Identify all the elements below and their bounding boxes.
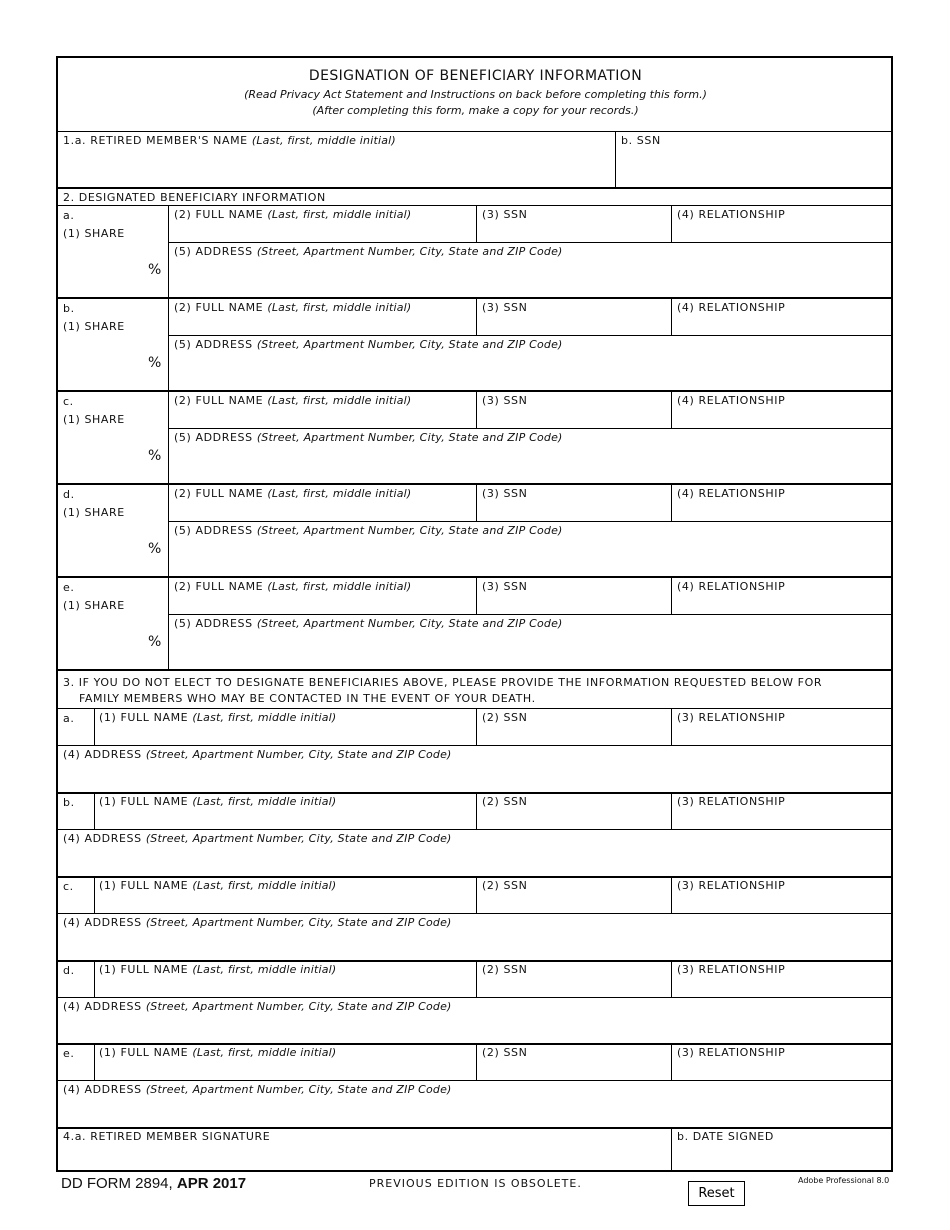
form-instructions: (Read Privacy Act Statement and Instructions on back before completing this form.) xyxy=(244,88,707,101)
family-address-label: (4) ADDRESS (Street, Apartment Number, City, State and ZIP Code) xyxy=(63,832,452,845)
beneficiary-address-input[interactable] xyxy=(169,538,893,575)
family-name-input[interactable] xyxy=(95,809,475,828)
edition-note: PREVIOUS EDITION IS OBSOLETE. xyxy=(369,1177,582,1190)
beneficiary-letter: b. xyxy=(63,302,75,315)
family-relationship-input[interactable] xyxy=(672,809,893,828)
family-name-label: (1) FULL NAME (Last, first, middle initial) xyxy=(99,963,337,976)
percent-sign: % xyxy=(148,448,162,464)
beneficiary-address-label: (5) ADDRESS (Street, Apartment Number, City, State and ZIP Code) xyxy=(174,338,563,351)
family-address-input[interactable] xyxy=(59,846,893,874)
beneficiary-address-input[interactable] xyxy=(169,352,893,389)
family-member-letter: a. xyxy=(63,712,75,725)
percent-sign: % xyxy=(148,262,162,278)
beneficiary-address-input[interactable] xyxy=(169,259,893,296)
beneficiary-ssn-label: (3) SSN xyxy=(482,208,528,221)
family-member-letter: c. xyxy=(63,880,74,893)
family-relationship-label: (3) RELATIONSHIP xyxy=(677,879,786,892)
family-member-letter: d. xyxy=(63,964,75,977)
beneficiary-letter: e. xyxy=(63,581,75,594)
family-name-label: (1) FULL NAME (Last, first, middle initial) xyxy=(99,795,337,808)
signature-label: 4.a. RETIRED MEMBER SIGNATURE xyxy=(63,1130,271,1143)
beneficiary-letter: c. xyxy=(63,395,74,408)
family-ssn-label: (2) SSN xyxy=(482,879,528,892)
share-label: (1) SHARE xyxy=(63,227,125,240)
beneficiary-relationship-label: (4) RELATIONSHIP xyxy=(677,301,786,314)
beneficiary-address-label: (5) ADDRESS (Street, Apartment Number, City, State and ZIP Code) xyxy=(174,245,563,258)
family-relationship-label: (3) RELATIONSHIP xyxy=(677,1046,786,1059)
family-relationship-input[interactable] xyxy=(672,1060,893,1079)
family-ssn-input[interactable] xyxy=(477,977,670,996)
beneficiary-address-label: (5) ADDRESS (Street, Apartment Number, City, State and ZIP Code) xyxy=(174,617,563,630)
beneficiary-ssn-input[interactable] xyxy=(477,315,670,334)
family-relationship-label: (3) RELATIONSHIP xyxy=(677,795,786,808)
family-address-input[interactable] xyxy=(59,762,893,790)
family-relationship-input[interactable] xyxy=(672,725,893,744)
signature-field[interactable] xyxy=(58,1144,670,1171)
reset-button[interactable]: Reset xyxy=(688,1181,745,1206)
share-label: (1) SHARE xyxy=(63,599,125,612)
family-name-label: (1) FULL NAME (Last, first, middle initial) xyxy=(99,711,337,724)
beneficiary-relationship-label: (4) RELATIONSHIP xyxy=(677,487,786,500)
family-address-input[interactable] xyxy=(59,1097,893,1125)
family-name-input[interactable] xyxy=(95,977,475,996)
beneficiary-name-input[interactable] xyxy=(169,315,475,334)
software-note: Adobe Professional 8.0 xyxy=(798,1176,890,1185)
family-name-input[interactable] xyxy=(95,893,475,912)
beneficiary-address-input[interactable] xyxy=(169,631,893,668)
beneficiary-relationship-input[interactable] xyxy=(672,408,893,427)
beneficiary-name-input[interactable] xyxy=(169,594,475,613)
share-label: (1) SHARE xyxy=(63,506,125,519)
retired-member-name-label: 1.a. RETIRED MEMBER'S NAME (Last, first, middle initial) xyxy=(63,134,396,147)
share-label: (1) SHARE xyxy=(63,320,125,333)
share-label: (1) SHARE xyxy=(63,413,125,426)
section3-heading-line1: 3. IF YOU DO NOT ELECT TO DESIGNATE BENEFICIARIES ABOVE, PLEASE PROVIDE THE INFORMATION REQUESTED BELOW FOR xyxy=(63,676,823,689)
family-name-input[interactable] xyxy=(95,725,475,744)
form-number: DD FORM 2894, APR 2017 xyxy=(61,1175,247,1192)
section2-heading: 2. DESIGNATED BENEFICIARY INFORMATION xyxy=(63,191,326,204)
beneficiary-relationship-label: (4) RELATIONSHIP xyxy=(677,394,786,407)
beneficiary-letter: a. xyxy=(63,209,75,222)
beneficiary-ssn-label: (3) SSN xyxy=(482,394,528,407)
family-member-letter: e. xyxy=(63,1047,75,1060)
beneficiary-ssn-label: (3) SSN xyxy=(482,580,528,593)
beneficiary-name-input[interactable] xyxy=(169,501,475,520)
beneficiary-ssn-label: (3) SSN xyxy=(482,301,528,314)
family-address-label: (4) ADDRESS (Street, Apartment Number, City, State and ZIP Code) xyxy=(63,1083,452,1096)
beneficiary-letter: d. xyxy=(63,488,75,501)
member-ssn-label: b. SSN xyxy=(621,134,661,147)
section3-heading-line2: FAMILY MEMBERS WHO MAY BE CONTACTED IN THE EVENT OF YOUR DEATH. xyxy=(79,692,536,705)
beneficiary-ssn-input[interactable] xyxy=(477,594,670,613)
family-ssn-label: (2) SSN xyxy=(482,711,528,724)
share-input[interactable] xyxy=(60,334,164,386)
percent-sign: % xyxy=(148,541,162,557)
share-input[interactable] xyxy=(60,613,164,665)
form-title: DESIGNATION OF BENEFICIARY INFORMATION xyxy=(308,68,643,84)
member-ssn-field[interactable] xyxy=(616,148,893,186)
percent-sign: % xyxy=(148,634,162,650)
beneficiary-name-input[interactable] xyxy=(169,222,475,241)
beneficiary-relationship-input[interactable] xyxy=(672,501,893,520)
family-address-label: (4) ADDRESS (Street, Apartment Number, City, State and ZIP Code) xyxy=(63,748,452,761)
beneficiary-address-input[interactable] xyxy=(169,445,893,482)
beneficiary-name-label: (2) FULL NAME (Last, first, middle initial) xyxy=(174,487,412,500)
beneficiary-ssn-input[interactable] xyxy=(477,222,670,241)
family-relationship-label: (3) RELATIONSHIP xyxy=(677,963,786,976)
family-relationship-input[interactable] xyxy=(672,977,893,996)
family-ssn-label: (2) SSN xyxy=(482,1046,528,1059)
beneficiary-relationship-label: (4) RELATIONSHIP xyxy=(677,580,786,593)
share-input[interactable] xyxy=(60,241,164,293)
beneficiary-relationship-label: (4) RELATIONSHIP xyxy=(677,208,786,221)
family-ssn-input[interactable] xyxy=(477,893,670,912)
family-address-label: (4) ADDRESS (Street, Apartment Number, City, State and ZIP Code) xyxy=(63,1000,452,1013)
family-relationship-label: (3) RELATIONSHIP xyxy=(677,711,786,724)
beneficiary-name-label: (2) FULL NAME (Last, first, middle initial) xyxy=(174,580,412,593)
family-name-label: (1) FULL NAME (Last, first, middle initial) xyxy=(99,879,337,892)
beneficiary-ssn-input[interactable] xyxy=(477,408,670,427)
share-input[interactable] xyxy=(60,520,164,572)
family-ssn-label: (2) SSN xyxy=(482,963,528,976)
beneficiary-form xyxy=(56,56,893,1172)
percent-sign: % xyxy=(148,355,162,371)
beneficiary-relationship-input[interactable] xyxy=(672,315,893,334)
form-copy-note: (After completing this form, make a copy for your records.) xyxy=(312,104,639,117)
date-signed-field[interactable] xyxy=(672,1144,893,1171)
retired-member-name-field[interactable] xyxy=(58,148,614,186)
beneficiary-name-label: (2) FULL NAME (Last, first, middle initial) xyxy=(174,208,412,221)
family-ssn-label: (2) SSN xyxy=(482,795,528,808)
beneficiary-name-input[interactable] xyxy=(169,408,475,427)
beneficiary-relationship-input[interactable] xyxy=(672,594,893,613)
family-relationship-input[interactable] xyxy=(672,893,893,912)
family-address-label: (4) ADDRESS (Street, Apartment Number, City, State and ZIP Code) xyxy=(63,916,452,929)
beneficiary-name-label: (2) FULL NAME (Last, first, middle initial) xyxy=(174,301,412,314)
date-signed-label: b. DATE SIGNED xyxy=(677,1130,774,1143)
family-ssn-input[interactable] xyxy=(477,809,670,828)
beneficiary-ssn-input[interactable] xyxy=(477,501,670,520)
beneficiary-address-label: (5) ADDRESS (Street, Apartment Number, City, State and ZIP Code) xyxy=(174,524,563,537)
beneficiary-ssn-label: (3) SSN xyxy=(482,487,528,500)
family-member-letter: b. xyxy=(63,796,75,809)
family-ssn-input[interactable] xyxy=(477,725,670,744)
beneficiary-relationship-input[interactable] xyxy=(672,222,893,241)
share-input[interactable] xyxy=(60,427,164,479)
family-address-input[interactable] xyxy=(59,1014,893,1042)
family-name-input[interactable] xyxy=(95,1060,475,1079)
beneficiary-address-label: (5) ADDRESS (Street, Apartment Number, City, State and ZIP Code) xyxy=(174,431,563,444)
family-address-input[interactable] xyxy=(59,930,893,958)
family-ssn-input[interactable] xyxy=(477,1060,670,1079)
family-name-label: (1) FULL NAME (Last, first, middle initial) xyxy=(99,1046,337,1059)
beneficiary-name-label: (2) FULL NAME (Last, first, middle initial) xyxy=(174,394,412,407)
